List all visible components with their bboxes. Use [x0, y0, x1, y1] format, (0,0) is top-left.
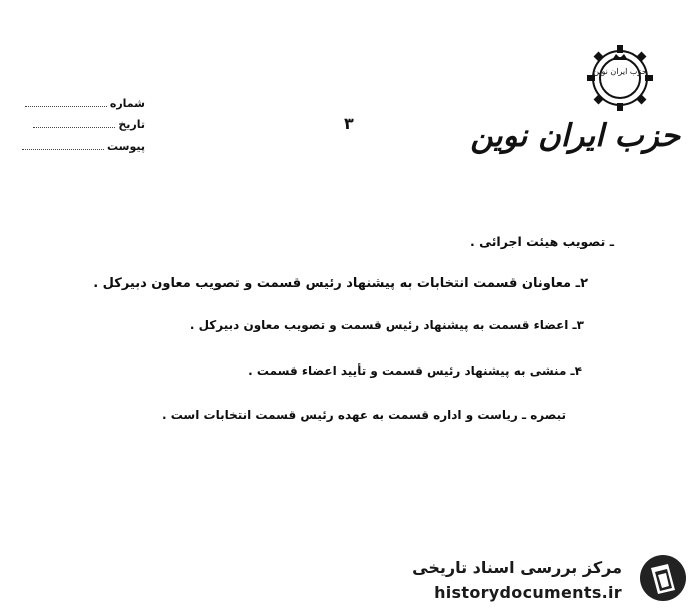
watermark-url[interactable]: historydocuments.ir — [434, 583, 622, 602]
body-line-item-3: ۳ـ اعضاء قسمت به پیشنهاد رئیس قسمت و تصویب معاون دبیرکل . — [189, 318, 584, 332]
party-name-logotype: حزب ایران نوین — [470, 118, 680, 154]
watermark-title: مرکز بررسی اسناد تاریخی — [412, 558, 622, 577]
body-line-item-4: ۴ـ منشی به پیشنهاد رئیس قسمت و تأیید اعضاء قسمت . — [248, 364, 582, 378]
body-line-item-2: ۲ـ معاونان قسمت انتخابات به پیشنهاد رئیس قسمت و تصویب معاون دبیرکل . — [93, 276, 588, 291]
attachment-dotted-line — [22, 141, 104, 150]
party-gear-emblem-icon — [582, 40, 658, 116]
body-line-note: تبصره ـ ریاست و اداره قسمت به عهده رئیس قسمت انتخابات است . — [161, 408, 566, 422]
number-dotted-line — [25, 98, 107, 107]
attachment-field — [22, 140, 145, 153]
page-number: ۳ — [344, 114, 354, 133]
number-label: شماره — [109, 97, 145, 110]
attachment-label: پیوست — [107, 140, 145, 153]
date-field — [33, 118, 145, 131]
emblem-inscription: حزب ایران نوین — [593, 67, 647, 76]
date-dotted-line — [33, 119, 115, 128]
archive-logo-icon — [638, 553, 688, 603]
body-line-approval: ـ تصویب هیئت اجرائی . — [469, 234, 614, 249]
date-label: تاریخ — [118, 118, 145, 131]
number-field — [25, 97, 145, 110]
